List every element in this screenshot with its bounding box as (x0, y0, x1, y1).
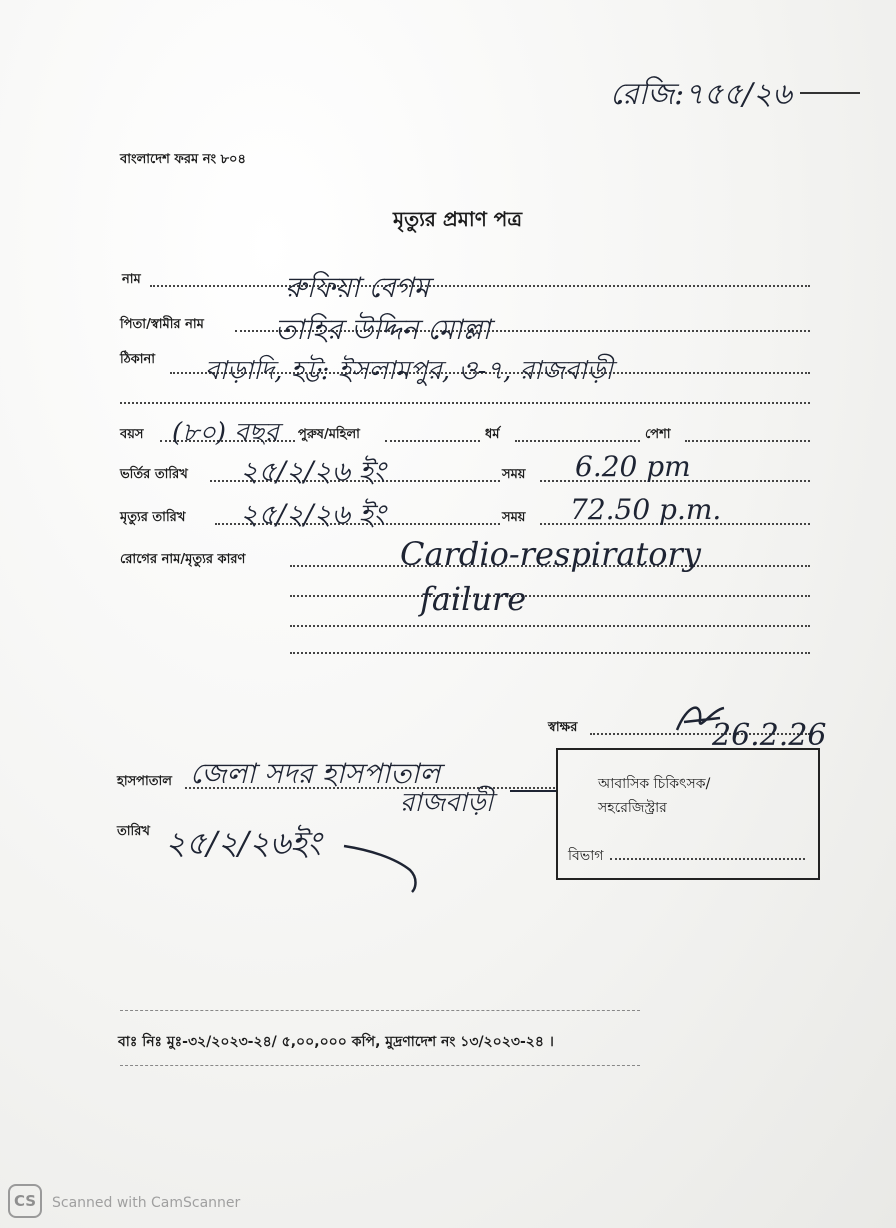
name-line (150, 285, 810, 287)
sex-line (385, 440, 480, 442)
date-flourish (340, 840, 430, 895)
signature-date: 26.2.26 (712, 718, 827, 753)
sex-label: পুরুষ/মহিলা (298, 427, 360, 442)
admission-time-label: সময় (502, 467, 526, 482)
date-label: তারিখ (117, 824, 150, 839)
print-info: বাঃ নিঃ মুঃ-৩২/২০২৩-২৪/ ৫,০০,০০০ কপি, মুদ্রণাদেশ নং ১৩/২০২৩-২৪ । (118, 1034, 554, 1050)
page-title: মৃত্যুর প্রমাণ পত্র (393, 207, 523, 231)
name-value: রুফিয়া বেগম (285, 271, 430, 304)
death-date-value: ২৫/২/২৬ ইং (240, 498, 386, 531)
officer-title-line-1: আবাসিক চিকিৎসক/ (598, 776, 711, 792)
father-husband-value: তাহির উদ্দিন মোল্লা (275, 313, 491, 346)
cause-line-3 (290, 625, 810, 627)
age-value: (৮০) বছর (172, 418, 279, 448)
department-line (610, 858, 805, 860)
death-date-label: মৃত্যুর তারিখ (120, 510, 186, 525)
camscanner-text: Scanned with CamScanner (52, 1195, 241, 1211)
camscanner-logo: CS (8, 1184, 42, 1218)
date-value: ২৫/২/২৬ইং (165, 824, 321, 862)
hospital-value-line-1: জেলা সদর হাসপাতাল (190, 757, 441, 790)
cause-line-4 (290, 652, 810, 654)
name-label: নাম (122, 272, 141, 287)
admission-time-value: 6.20 pm (575, 450, 691, 483)
age-label: বয়স (120, 427, 144, 442)
footer-bottom-rule (120, 1065, 640, 1066)
cause-line-2 (290, 595, 810, 597)
form-number: বাংলাদেশ ফরম নং ৮০৪ (120, 152, 246, 167)
cause-label: রোগের নাম/মৃত্যুর কারণ (120, 552, 246, 567)
officer-title-line-2: সহরেজিস্ট্রার (598, 800, 667, 816)
hospital-label: হাসপাতাল (117, 774, 172, 789)
hospital-connector-stroke (510, 790, 558, 792)
officer-box (556, 748, 820, 880)
admission-date-value: ২৫/২/২৬ ইং (240, 455, 386, 488)
address-label: ঠিকানা (120, 352, 156, 367)
registration-number-handwritten: রেজি:৭৫৫/২৬ (610, 77, 792, 112)
cause-value-line-1: Cardio-respiratory (400, 535, 701, 573)
registration-underline (800, 92, 860, 94)
department-label: বিভাগ (568, 848, 604, 864)
occupation-line (685, 440, 810, 442)
admission-date-label: ভর্তির তারিখ (120, 467, 188, 482)
signature-label: স্বাক্ষর (548, 720, 578, 735)
death-time-value: 72.50 p.m. (570, 493, 722, 526)
footer-top-rule (120, 1010, 640, 1011)
cause-value-line-2: failure (420, 580, 527, 618)
occupation-label: পেশা (645, 427, 671, 442)
address-line-2 (120, 402, 810, 404)
address-value: বাড়াদি, হট্ট: ইসলামপুর, ও-৭, রাজবাড়ী (205, 356, 613, 386)
religion-line (515, 440, 640, 442)
religion-label: ধর্ম (485, 427, 500, 442)
death-time-label: সময় (502, 510, 526, 525)
hospital-value-line-2: রাজবাড়ী (400, 788, 494, 818)
father-husband-label: পিতা/স্বামীর নাম (120, 317, 204, 332)
